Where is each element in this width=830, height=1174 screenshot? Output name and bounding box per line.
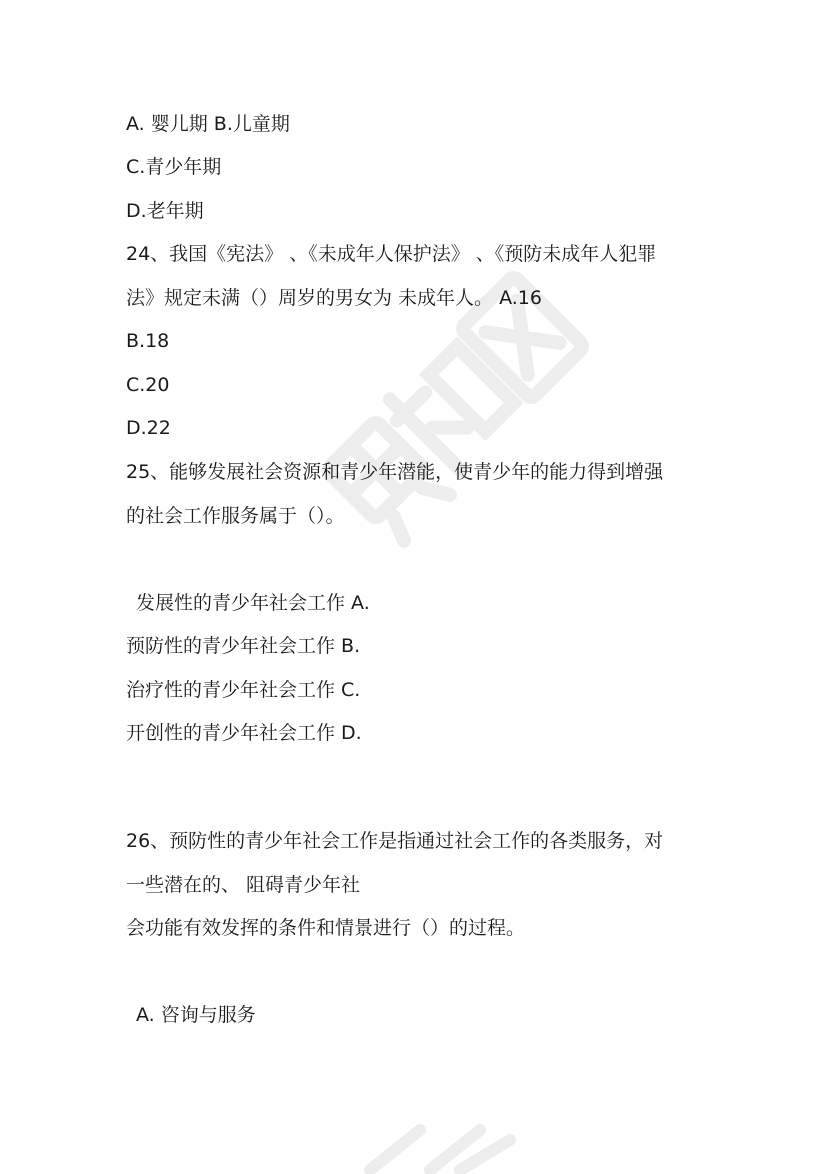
option-line: C.20 xyxy=(126,374,170,396)
option-line: A. 婴儿期 B.儿童期 xyxy=(126,113,290,135)
option-line: D.老年期 xyxy=(126,200,204,222)
option-line: D.22 xyxy=(126,417,171,439)
question-line: 的社会工作服务属于（）。 xyxy=(126,505,345,527)
question-line: 26、预防性的青少年社会工作是指通过社会工作的各类服务，对 xyxy=(126,830,664,852)
option-line: A. 咨询与服务 xyxy=(136,1004,256,1026)
question-line: 25、能够发展社会资源和青少年潜能，使青少年的能力得到增强 xyxy=(126,461,664,483)
question-line: 24、我国《宪法》 、《未成年人保护法》 、《预防未成年人犯罪 xyxy=(126,243,657,265)
option-line: 开创性的青少年社会工作 D. xyxy=(126,722,362,744)
question-line: 一些潜在的、 阻碍青少年社 xyxy=(126,874,361,896)
watermark-graphic xyxy=(300,270,600,550)
question-line: 法》规定未满（）周岁的男女为 未成年人。 A.16 xyxy=(126,287,542,309)
option-line: 治疗性的青少年社会工作 C. xyxy=(126,679,361,701)
question-line: 会功能有效发挥的条件和情景进行（）的过程。 xyxy=(126,917,526,939)
watermark-graphic-bottom xyxy=(360,1120,520,1174)
option-line: C.青少年期 xyxy=(126,156,222,178)
option-line: 预防性的青少年社会工作 B. xyxy=(126,635,361,657)
option-line: B.18 xyxy=(126,330,170,352)
option-line: 发展性的青少年社会工作 A. xyxy=(136,592,370,614)
